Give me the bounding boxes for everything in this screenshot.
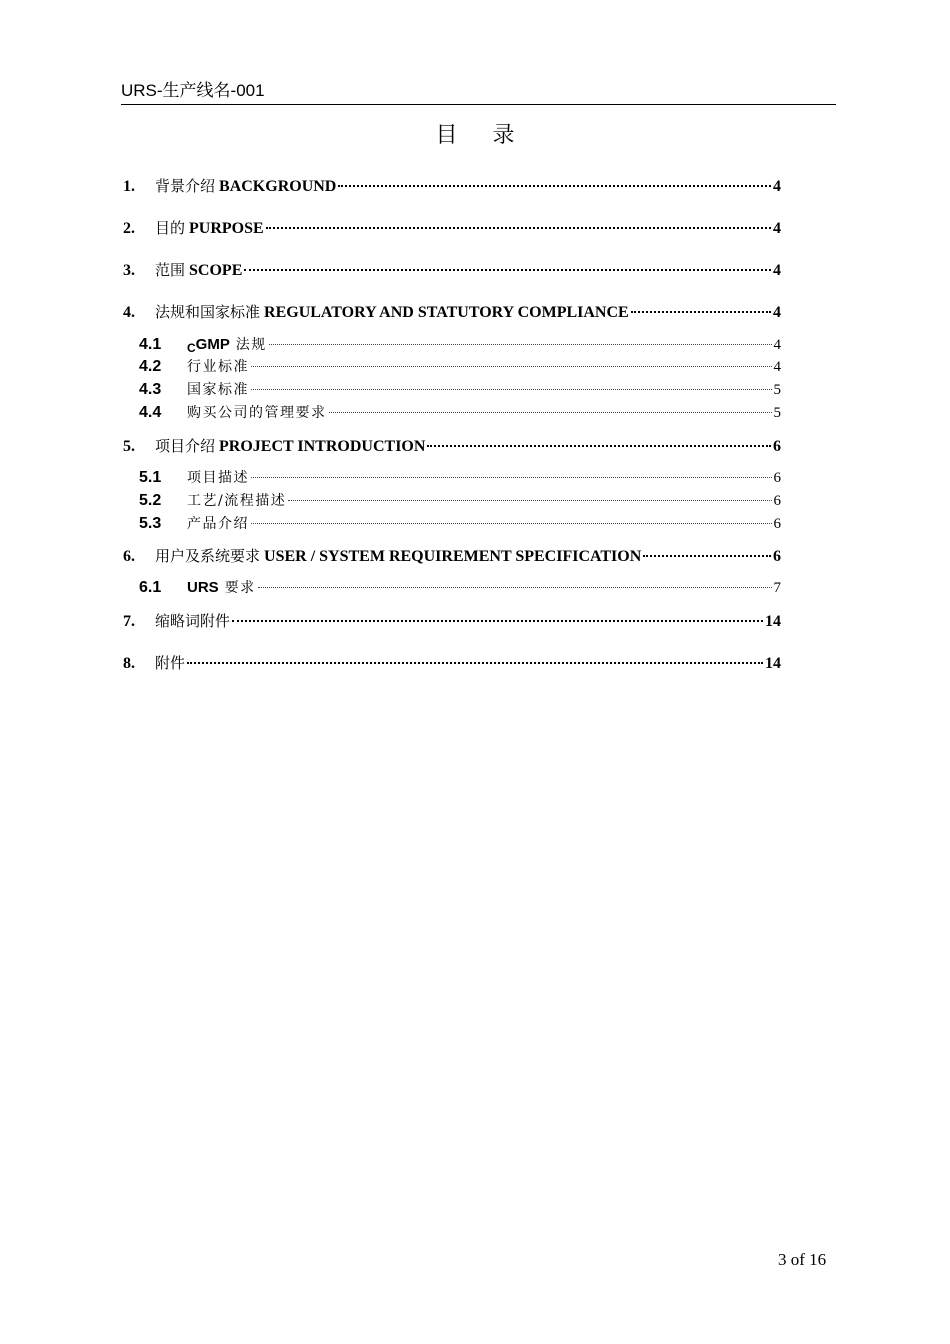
toc-subentry-title: URS 要求 <box>187 579 256 596</box>
toc-subentry-number: 4.3 <box>139 381 162 398</box>
toc-subentry-page: 7 <box>773 580 781 596</box>
toc-leader-dots <box>244 269 771 271</box>
toc-subentry-4-4[interactable] <box>139 403 781 423</box>
toc-subentry-5-1[interactable] <box>139 468 781 488</box>
toc-subentry-number: 5.1 <box>139 469 162 486</box>
toc-leader-dots <box>269 344 772 345</box>
toc-leader-dots <box>251 477 772 478</box>
toc-entry-page: 4 <box>773 178 781 195</box>
toc-subentry-page: 6 <box>773 470 781 486</box>
toc-leader-dots <box>643 555 771 557</box>
toc-entry-number: 1. <box>123 178 135 195</box>
toc-entry-title: 项目介绍 PROJECT INTRODUCTION <box>155 437 426 455</box>
toc-leader-dots <box>251 389 772 390</box>
toc-entry-page: 14 <box>765 613 781 630</box>
toc-subentry-number: 5.3 <box>139 515 162 532</box>
toc-entry-2[interactable] <box>123 217 781 240</box>
page-number: 3 of 16 <box>778 1250 827 1269</box>
toc-subentry-number: 4.1 <box>139 336 162 353</box>
toc-leader-dots <box>266 227 771 229</box>
toc-leader-dots <box>187 662 763 664</box>
toc-entry-title: 缩略词附件 <box>155 612 231 630</box>
toc-subentry-title: 项目描述 <box>187 470 249 486</box>
toc-subentry-6-1[interactable] <box>139 578 781 598</box>
toc-leader-dots <box>631 311 771 313</box>
toc-subentry-page: 4 <box>773 359 781 375</box>
toc-entry-number: 8. <box>123 655 135 672</box>
toc-leader-dots <box>427 445 771 447</box>
toc-entry-number: 3. <box>123 262 135 279</box>
toc-leader-dots <box>258 587 772 588</box>
toc-leader-dots <box>338 185 771 187</box>
header-divider <box>121 104 836 105</box>
toc-title: 目 录 <box>435 123 529 148</box>
toc-leader-dots <box>232 620 763 622</box>
toc-subentry-title: CGMP 法规 <box>187 336 267 355</box>
toc-entry-3[interactable] <box>123 259 781 282</box>
toc-subentry-page: 6 <box>773 493 781 509</box>
toc-subentry-4-1[interactable] <box>139 335 781 355</box>
toc-entry-7[interactable] <box>123 610 781 633</box>
toc-subentry-page: 6 <box>773 516 781 532</box>
toc-subentry-title: 国家标准 <box>187 382 249 398</box>
toc-entry-5[interactable] <box>123 435 781 458</box>
toc-entry-8[interactable] <box>123 652 781 675</box>
toc-entry-number: 4. <box>123 304 135 321</box>
toc-subentry-number: 4.4 <box>139 404 162 421</box>
toc-entry-number: 2. <box>123 220 135 237</box>
toc-leader-dots <box>251 523 772 524</box>
toc-entry-number: 5. <box>123 438 135 455</box>
toc-entry-4[interactable] <box>123 301 781 324</box>
toc-entry-page: 6 <box>773 548 781 565</box>
toc-subentry-4-3[interactable] <box>139 380 781 400</box>
toc-entry-number: 6. <box>123 548 135 565</box>
document-id-header: URS-生产线名-001 <box>121 81 265 100</box>
toc-subentry-title: 产品介绍 <box>187 516 249 532</box>
toc-entry-number: 7. <box>123 613 135 630</box>
toc-entry-6[interactable] <box>123 545 781 568</box>
toc-entry-page: 4 <box>773 304 781 321</box>
toc-subentry-page: 5 <box>773 405 781 421</box>
toc-entry-1[interactable] <box>123 175 781 198</box>
toc-leader-dots <box>329 412 772 413</box>
toc-leader-dots <box>288 500 771 501</box>
toc-entry-title: 法规和国家标准 REGULATORY AND STATUTORY COMPLIANCE <box>155 303 629 321</box>
toc-subentry-title: 行业标准 <box>187 359 249 375</box>
toc-subentry-4-2[interactable] <box>139 357 781 377</box>
toc-subentry-page: 5 <box>773 382 781 398</box>
toc-entry-page: 6 <box>773 438 781 455</box>
toc-subentry-5-2[interactable] <box>139 491 781 511</box>
toc-subentry-number: 4.2 <box>139 358 162 375</box>
toc-subentry-title: 购买公司的管理要求 <box>187 405 327 421</box>
toc-entry-page: 4 <box>773 220 781 237</box>
toc-subentry-page: 4 <box>773 337 781 353</box>
toc-entry-title: 附件 <box>155 654 186 672</box>
toc-entry-title: 范围 SCOPE <box>155 261 243 279</box>
toc-entry-title: 用户及系统要求 USER / SYSTEM REQUIREMENT SPECIFICATION <box>155 547 642 565</box>
toc-entry-title: 背景介绍 BACKGROUND <box>155 177 337 195</box>
toc-entry-page: 4 <box>773 262 781 279</box>
toc-subentry-title: 工艺/流程描述 <box>187 493 287 509</box>
toc-leader-dots <box>251 366 772 367</box>
toc-entry-page: 14 <box>765 655 781 672</box>
toc-entry-title: 目的 PURPOSE <box>155 219 264 237</box>
toc-subentry-number: 5.2 <box>139 492 162 509</box>
toc-subentry-number: 6.1 <box>139 579 162 596</box>
toc-subentry-5-3[interactable] <box>139 514 781 534</box>
